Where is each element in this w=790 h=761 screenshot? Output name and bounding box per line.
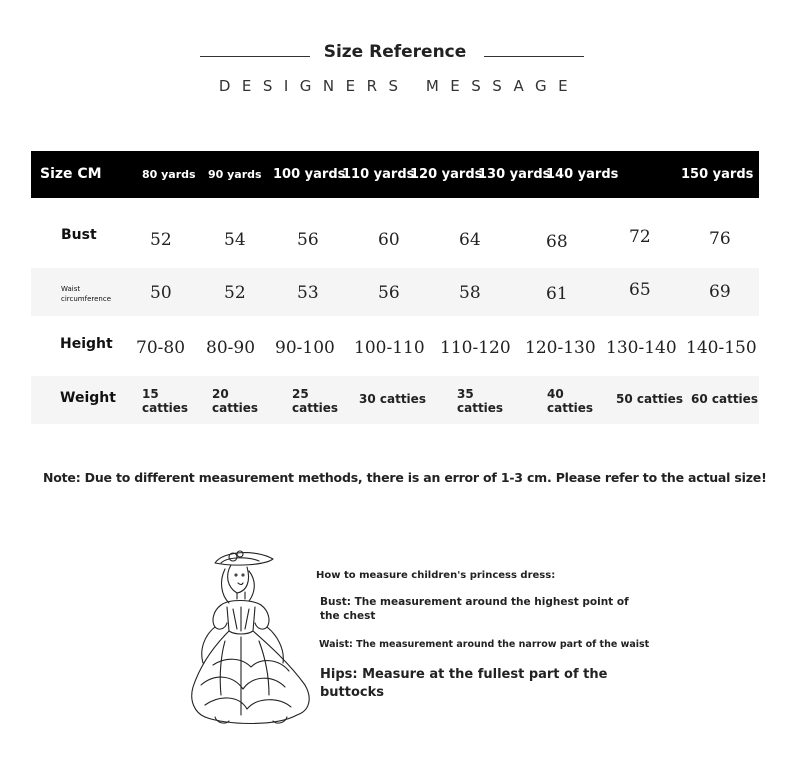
table-header-row [31, 151, 759, 198]
column-header: 100 yards [273, 167, 346, 182]
table-cell: 72 [629, 227, 651, 247]
table-cell: 30 catties [359, 392, 426, 406]
table-cell: 65 [629, 280, 651, 300]
column-header: 130 yards [478, 167, 551, 182]
howto-waist: Waist: The measurement around the narrow part of the waist [319, 639, 650, 650]
row-label: Bust [61, 227, 97, 243]
size-table [31, 151, 759, 424]
column-header: 90 yards [208, 168, 262, 181]
title-rule-right [484, 56, 584, 57]
table-cell: 69 [709, 282, 731, 302]
table-cell: 64 [459, 230, 481, 250]
page-title: Size Reference [323, 42, 467, 62]
table-row-bust [31, 198, 759, 268]
table-row-height [31, 316, 759, 376]
table-cell: 58 [459, 283, 481, 303]
table-cell: 100-110 [354, 338, 425, 358]
column-header: 150 yards [681, 167, 754, 182]
table-cell: 70-80 [136, 338, 186, 358]
table-row-weight [31, 376, 759, 424]
table-cell: 68 [546, 232, 568, 252]
table-cell: 15 catties [142, 387, 189, 415]
table-cell: 110-120 [440, 338, 511, 358]
table-cell: 80-90 [206, 338, 256, 358]
table-cell: 52 [224, 283, 246, 303]
page-subtitle: DESIGNERS MESSAGE [218, 77, 580, 95]
table-cell: 61 [546, 284, 568, 304]
table-cell: 56 [378, 283, 400, 303]
table-cell: 35 catties [457, 387, 504, 415]
table-cell: 53 [297, 283, 319, 303]
table-cell: 60 catties [691, 392, 758, 406]
howto-title: How to measure children's princess dress: [316, 570, 556, 581]
table-cell: 56 [297, 230, 319, 250]
table-cell: 40 catties [547, 387, 594, 415]
table-cell: 25 catties [292, 387, 339, 415]
table-cell: 130-140 [606, 338, 677, 358]
howto-bust: Bust: The measurement around the highest point of the chest [320, 596, 629, 622]
row-label: Height [60, 336, 113, 352]
measurement-note: Note: Due to different measurement methods, there is an error of 1-3 cm. Please refer to the actual size! [43, 470, 767, 485]
row-label: Weight [60, 390, 116, 406]
table-cell: 20 catties [212, 387, 259, 415]
column-header: 140 yards [546, 167, 619, 182]
column-header: 80 yards [142, 168, 196, 181]
table-cell: 50 [150, 283, 172, 303]
howto-hips: Hips: Measure at the fullest part of the buttocks [320, 667, 608, 700]
table-cell: 90-100 [275, 338, 335, 358]
row-label: Waist circumference [61, 285, 112, 303]
table-cell: 50 catties [616, 392, 683, 406]
table-cell: 52 [150, 230, 172, 250]
column-header: 120 yards [410, 167, 483, 182]
table-cell: 140-150 [686, 338, 757, 358]
table-cell: 60 [378, 230, 400, 250]
table-cell: 76 [709, 229, 731, 249]
princess-dress-illustration-icon [185, 545, 320, 730]
table-row-waist [31, 268, 759, 316]
column-header: 110 yards [342, 167, 415, 182]
header-label: Size CM [40, 166, 102, 182]
table-cell: 54 [224, 230, 246, 250]
table-cell: 120-130 [525, 338, 596, 358]
